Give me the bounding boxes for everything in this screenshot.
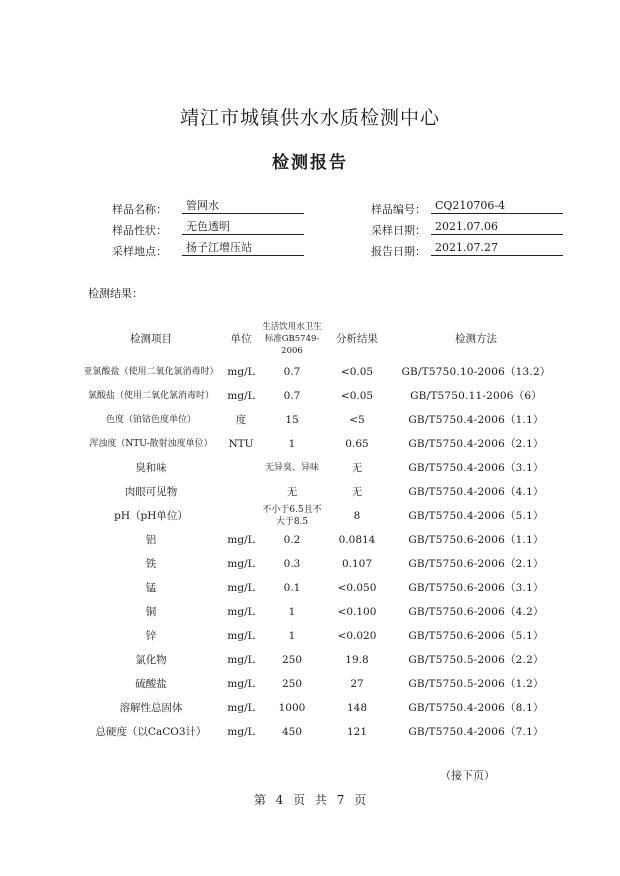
table-row [82,528,560,552]
sample-name-label: 样品名称： [112,203,167,216]
sample-location-label: 采样地点： [112,245,167,258]
cell-unit [220,480,262,504]
cell-method: GB/T5750.5-2006（2.2） [408,654,544,666]
cell-method: GB/T5750.6-2006（3.1） [408,582,544,594]
cell-unit: mg/L [227,606,255,618]
cell-unit [220,504,262,528]
cell-method: GB/T5750.6-2006（2.1） [408,558,544,570]
cell-standard: 无 [286,486,298,498]
cell-standard: 450 [281,726,303,738]
cell-unit: mg/L [227,726,255,738]
sampling-date-value: 2021.07.06 [431,220,563,235]
table-row [82,456,560,480]
table-row [82,432,560,456]
organization-title: 靖江市城镇供水水质检测中心 [179,107,440,129]
cell-result: <5 [349,414,365,426]
table-row [82,504,560,528]
cell-result: 27 [350,678,364,690]
cell-unit: mg/L [227,558,255,570]
cell-item: 臭和味 [135,462,167,474]
cell-method: GB/T5750.4-2006（2.1） [408,438,544,450]
cell-standard: 不小于6.5且不大于8.5 [262,505,322,527]
cell-standard: 0.7 [283,390,301,402]
cell-method: GB/T5750.6-2006（1.1） [408,534,544,546]
table-row [82,552,560,576]
header-item: 检测项目 [130,333,172,345]
cell-item: 氯化物 [135,654,167,666]
cell-result: 0.65 [345,438,369,450]
results-table [82,318,560,744]
table-row [82,720,560,744]
cell-result: 148 [346,702,368,714]
sampling-date-label: 采样日期： [371,224,426,237]
cell-result: <0.100 [337,606,377,618]
cell-result: 19.8 [345,654,369,666]
cell-method: GB/T5750.4-2006（4.1） [408,486,544,498]
table-header-row [82,318,560,360]
cell-result: 无 [351,486,363,498]
cell-unit: mg/L [227,366,255,378]
cell-item: 锰 [145,582,157,594]
cell-standard: 0.1 [283,582,301,594]
cell-method: GB/T5750.4-2006（7.1） [408,726,544,738]
page-indicator: 第 4 页 共 7 页 [253,793,367,807]
sample-id-label: 样品编号： [371,203,426,216]
cell-method: GB/T5750.4-2006（1.1） [408,414,544,426]
cell-method: GB/T5750.4-2006（3.1） [408,462,544,474]
cell-result: 0.107 [341,558,373,570]
cell-unit: NTU [228,438,254,450]
report-date-label: 报告日期： [371,245,426,258]
cell-method: GB/T5750.6-2006（4.2） [408,606,544,618]
cell-item: 硫酸盐 [135,678,167,690]
cell-result: 121 [346,726,368,738]
cell-item: pH（pH单位） [114,510,188,522]
cell-unit: mg/L [227,390,255,402]
cell-standard: 0.3 [283,558,301,570]
cell-item: 锌 [145,630,157,642]
report-title: 检测报告 [272,153,348,173]
cell-item: 色度（铂钴色度单位） [105,415,196,425]
sample-location-value: 扬子江增压站 [182,241,304,256]
header-unit: 单位 [230,333,252,345]
cell-standard: 250 [281,654,303,666]
table-row [82,672,560,696]
cell-result: <0.05 [340,390,374,402]
table-row [82,408,560,432]
cell-method: GB/T5750.6-2006（5.1） [408,630,544,642]
cell-item: 氯酸盐（使用二氧化氯消毒时） [87,391,214,401]
table-row [82,384,560,408]
table-row [82,576,560,600]
cell-result: 无 [351,462,363,474]
continued-note: （接下页） [440,769,495,782]
cell-unit: mg/L [227,582,255,594]
cell-result: <0.050 [337,582,377,594]
cell-item: 溶解性总固体 [119,702,183,714]
cell-item: 亚氯酸盐（使用二氧化氯消毒时） [83,367,219,377]
cell-item: 铜 [145,606,157,618]
cell-standard: 1 [288,438,296,450]
cell-standard: 1 [288,606,296,618]
cell-unit: mg/L [227,534,255,546]
table-row [82,624,560,648]
cell-unit: mg/L [227,702,255,714]
cell-method: GB/T5750.4-2006（8.1） [408,702,544,714]
cell-unit: mg/L [227,630,255,642]
report-date-value: 2021.07.27 [431,241,563,256]
table-row [82,480,560,504]
sample-name-value: 管网水 [182,199,304,214]
cell-unit: mg/L [227,654,255,666]
cell-method: GB/T5750.4-2006（5.1） [408,510,544,522]
header-result: 分析结果 [336,333,378,345]
cell-item: 浑浊度（NTU-散射浊度单位） [89,439,213,449]
cell-item: 铁 [145,558,157,570]
cell-method: GB/T5750.10-2006（13.2） [401,366,551,378]
cell-method: GB/T5750.11-2006（6） [410,390,542,402]
cell-unit [220,456,262,480]
cell-standard: 15 [285,414,299,426]
cell-item: 总硬度（以CaCO3计） [95,726,207,738]
cell-method: GB/T5750.5-2006（1.2） [408,678,544,690]
sample-nature-label: 样品性状： [112,224,167,237]
cell-item: 铝 [145,534,157,546]
cell-result: 0.0814 [338,534,376,546]
cell-result: <0.05 [340,366,374,378]
sample-id-value: CQ210706-4 [431,199,563,214]
table-row [82,648,560,672]
header-method: 检测方法 [455,333,497,345]
cell-standard: 无异臭、异味 [264,463,319,473]
cell-standard: 0.7 [283,366,301,378]
table-row [82,600,560,624]
table-row [82,360,560,384]
cell-standard: 1 [288,630,296,642]
table-row [82,696,560,720]
cell-unit: mg/L [227,678,255,690]
cell-standard: 0.2 [283,534,301,546]
cell-result: 8 [353,510,361,522]
header-standard: 生活饮用水卫生标准GB5749-2006 [262,322,322,356]
cell-standard: 250 [281,678,303,690]
sample-nature-value: 无色透明 [182,220,304,235]
cell-unit: 度 [235,414,247,426]
cell-item: 肉眼可见物 [124,486,178,498]
cell-standard: 1000 [278,702,306,714]
results-section-label: 检测结果： [88,287,143,300]
cell-result: <0.020 [337,630,377,642]
